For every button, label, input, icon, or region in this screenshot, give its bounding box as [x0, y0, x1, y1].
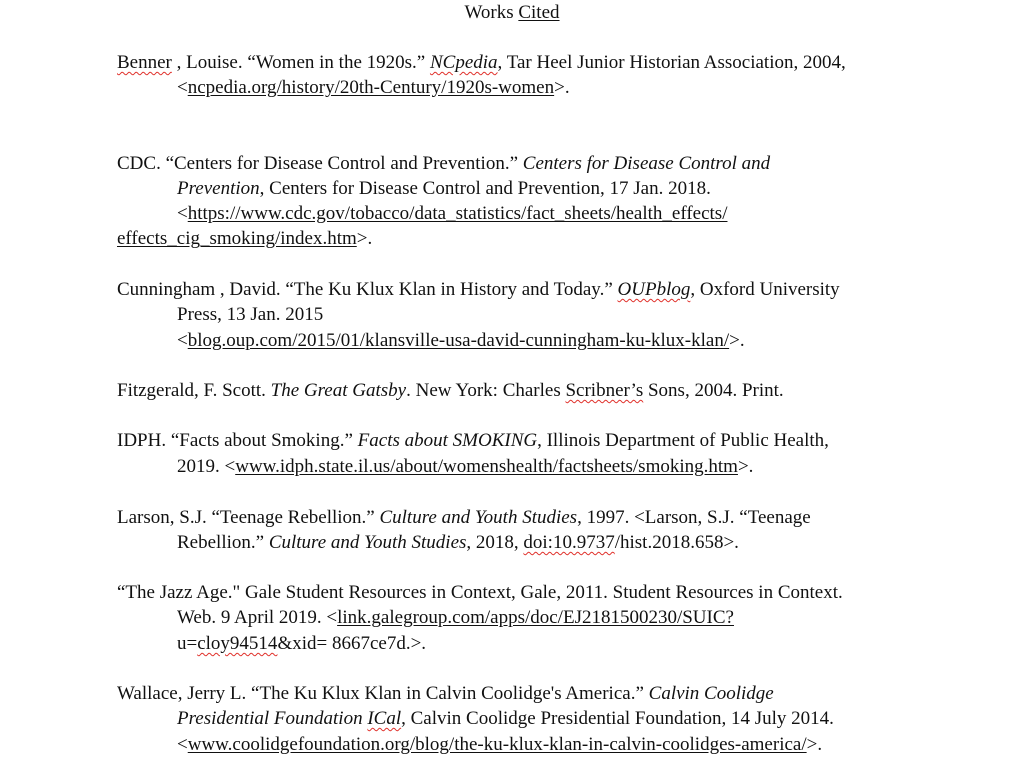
citation-line [177, 631, 426, 656]
citation-text: >. [806, 734, 823, 755]
citation-line [117, 277, 840, 302]
citation-line [177, 732, 822, 757]
citation-text: Cunningham , David. “The Ku Klux Klan in History and Today.” [117, 279, 618, 300]
citation-text: CDC. “Centers for Disease Control and Prevention.” [117, 153, 523, 174]
spellcheck-flagged-word: NCpedia [429, 52, 498, 73]
citation-text: >. [554, 77, 570, 98]
citation-text: >. [737, 456, 754, 477]
citation-text: , Calvin Coolidge Presidential Foundation, 14 July 2014. [401, 708, 834, 729]
citation-link[interactable]: www.coolidgefoundation.org/blog/the-ku-klux-klan-in-calvin-coolidges-america/ [187, 734, 807, 755]
citation-text: Wallace, Jerry L. “The Ku Klux Klan in Calvin Coolidge's America.” [117, 683, 649, 704]
citation-line [177, 706, 834, 731]
citation-line [177, 328, 745, 353]
citation-link[interactable]: link.galegroup.com/apps/doc/EJ2181500230/SUIC? [337, 607, 734, 628]
citation-line [117, 681, 774, 706]
spellcheck-flagged-word: Scribner’s [565, 380, 644, 401]
citation-text: , Louise. “Women in the 1920s.” [171, 52, 430, 73]
citation-text: Calvin Coolidge [648, 683, 774, 704]
title-underlined-text: Cited [518, 2, 560, 23]
citation-text: Press, 13 Jan. 2015 [177, 304, 324, 325]
citation-text: < [177, 734, 188, 755]
citation-text: Presidential Foundation [177, 708, 368, 729]
citation-text: < [177, 77, 188, 98]
citation-line [117, 580, 843, 605]
citation-text: , Oxford University [690, 279, 840, 300]
citation-text: >. [729, 330, 745, 351]
citation-line [117, 505, 811, 530]
citation-link[interactable]: https://www.cdc.gov/tobacco/data_statistics/fact_sheets/health_effects/ [187, 203, 728, 224]
citation-text: Centers for Disease Control and [522, 153, 771, 174]
citation-text: u= [177, 633, 198, 654]
spellcheck-flagged-word: Benner [117, 52, 172, 73]
citation-text: >. [356, 228, 373, 249]
citation-line [177, 302, 323, 327]
citation-link[interactable]: ncpedia.org/history/20th-Century/1920s-women [187, 77, 555, 98]
citation-text: , Centers for Disease Control and Prevention, 17 Jan. 2018. [259, 178, 711, 199]
citation-line [177, 75, 570, 100]
page-title [0, 0, 1024, 25]
citation-line [117, 428, 829, 453]
citation-text: < [177, 330, 188, 351]
citation-link[interactable]: effects_cig_smoking/index.htm [117, 228, 357, 249]
citation-text: Prevention [177, 178, 260, 199]
citation-line [177, 454, 753, 479]
citation-text: “The Jazz Age." Gale Student Resources in Context, Gale, 2011. Student Resources in Context. [117, 582, 843, 603]
citation-text: , 2018, [466, 532, 524, 553]
citation-line [117, 378, 784, 403]
citation-line [117, 151, 770, 176]
citation-text: 2019. < [177, 456, 236, 477]
citation-line [117, 50, 846, 75]
citation-line [177, 530, 739, 555]
citation-text: &xid= 8667ce7d.>. [277, 633, 427, 654]
citation-text: Culture and Youth Studies [379, 507, 578, 528]
citation-text: Sons, 2004. Print. [643, 380, 784, 401]
citation-text: Rebellion.” [177, 532, 269, 553]
citation-link[interactable]: blog.oup.com/2015/01/klansville-usa-david-cunningham-ku-klux-klan/ [187, 330, 730, 351]
title-text: Works [464, 2, 519, 23]
citation-text: , Tar Heel Junior Historian Association, 2004, [497, 52, 846, 73]
citation-text: , 1997. <Larson, S.J. “Teenage [577, 507, 811, 528]
citation-text: /hist.2018.658>. [614, 532, 739, 553]
citation-text: Web. 9 April 2019. < [177, 607, 338, 628]
citation-text: Culture and Youth Studies [268, 532, 467, 553]
citation-text: , Illinois Department of Public Health, [537, 430, 829, 451]
spellcheck-flagged-word: doi:10.9737 [523, 532, 615, 553]
citation-line [177, 176, 711, 201]
citation-text: Facts about SMOKING [357, 430, 538, 451]
spellcheck-flagged-word: cloy94514 [197, 633, 278, 654]
citation-text: Larson, S.J. “Teenage Rebellion.” [117, 507, 380, 528]
citation-line [117, 226, 372, 251]
spellcheck-flagged-word: OUPblog [617, 279, 691, 300]
citation-text: IDPH. “Facts about Smoking.” [117, 430, 358, 451]
spellcheck-flagged-word: ICal [367, 708, 402, 729]
citation-text: < [177, 203, 188, 224]
citation-line [177, 201, 727, 226]
citation-text: . New York: Charles [406, 380, 566, 401]
citation-line [177, 605, 734, 630]
citation-text: Fitzgerald, F. Scott. [117, 380, 271, 401]
citation-link[interactable]: www.idph.state.il.us/about/womenshealth/factsheets/smoking.htm [235, 456, 738, 477]
citation-text: The Great Gatsby [270, 380, 407, 401]
